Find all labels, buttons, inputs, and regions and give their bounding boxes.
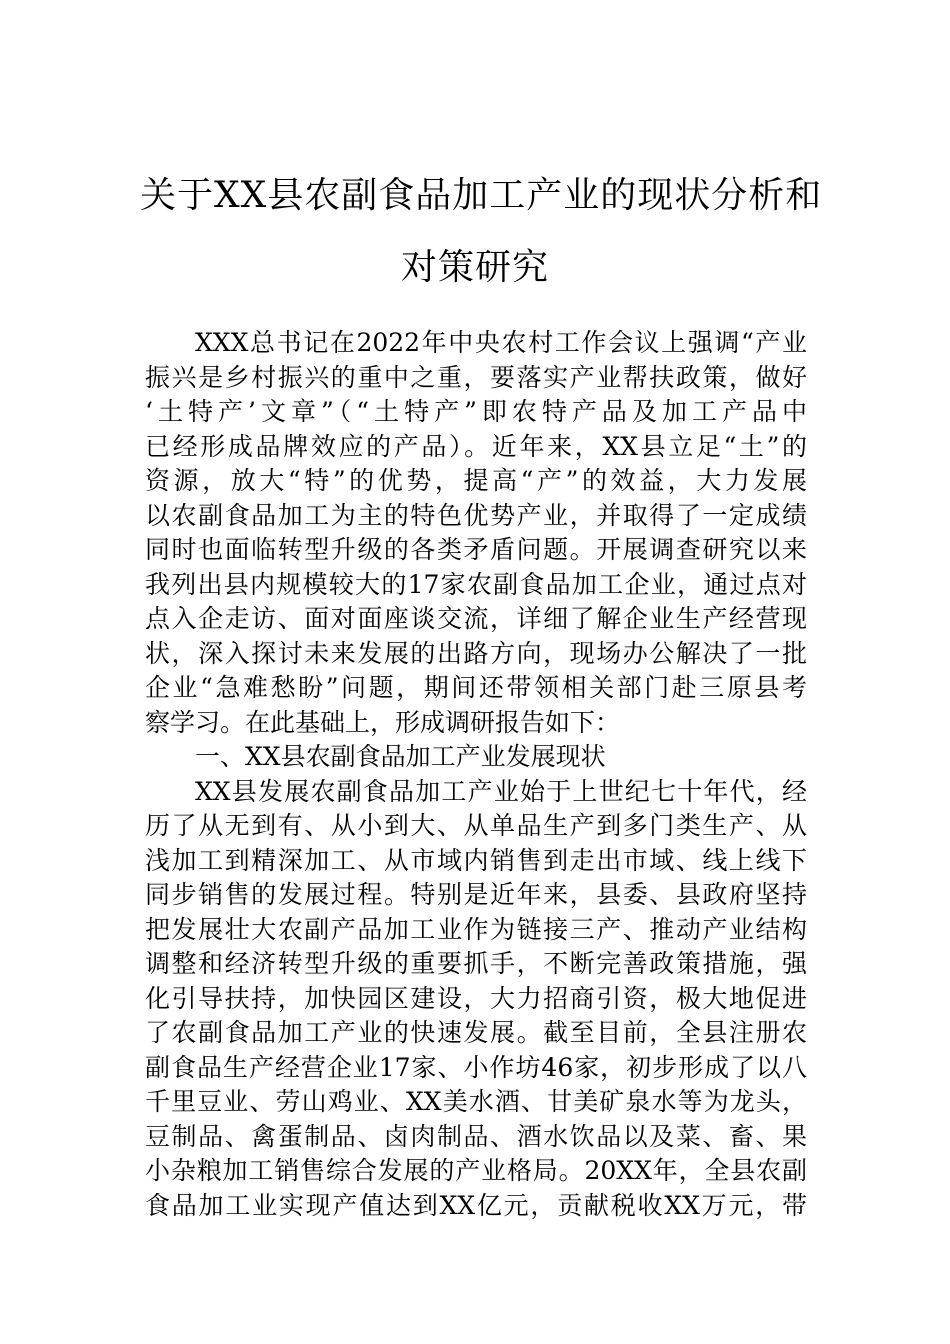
- paragraph-line: 历了从无到有、从小到大、从单品生产到多门类生产、从: [145, 811, 807, 840]
- paragraph-line: 调整和经济转型升级的重要抓手，不断完善政策措施，强: [145, 949, 807, 978]
- paragraph-line: 食品加工业实现产值达到XX亿元，贡献税收XX万元，带: [145, 1190, 807, 1220]
- paragraph-line: 状，深入探讨未来发展的出路方向，现场办公解决了一批: [145, 638, 807, 668]
- paragraph-line: 察学习。在此基础上，形成调研报告如下：: [145, 707, 621, 737]
- paragraph-line: 小杂粮加工销售综合发展的产业格局。20XX年，全县农副: [145, 1156, 807, 1185]
- paragraph-line: 同步销售的发展过程。特别是近年来，县委、县政府坚持: [145, 880, 807, 909]
- paragraph-line: 浅加工到精深加工、从市域内销售到走出市域、线上线下: [145, 845, 807, 875]
- title-line-1: 关于XX县农副食品加工产业的现状分析和: [140, 175, 823, 216]
- paragraph-line: XX县发展农副食品加工产业始于上世纪七十年代，经: [195, 776, 807, 806]
- paragraph-line: 振兴是乡村振兴的重中之重，要落实产业帮扶政策，做好: [145, 362, 807, 392]
- paragraph-line: 豆制品、禽蛋制品、卤肉制品、酒水饮品以及菜、畜、果: [145, 1121, 807, 1151]
- paragraph-line: 已经形成品牌效应的产品）。近年来，XX县立足“土”的: [145, 431, 807, 461]
- section-heading: 一、XX县农副食品加工产业发展现状: [195, 742, 606, 771]
- document-title: [140, 160, 823, 304]
- paragraph-line: 副食品生产经营企业17家、小作坊46家，初步形成了以八: [145, 1052, 807, 1082]
- paragraph-line: 以农副食品加工为主的特色优势产业，并取得了一定成绩: [145, 500, 807, 530]
- paragraph-line: XXX总书记在2022年中央农村工作会议上强调“产业: [195, 328, 807, 357]
- title-line-2: 对策研究: [400, 247, 549, 288]
- paragraph-line: 点入企走访、面对面座谈交流，详细了解企业生产经营现: [145, 604, 807, 633]
- paragraph-line: 我列出县内规模较大的17家农副食品加工企业，通过点对: [145, 569, 807, 599]
- paragraph-line: 企业“急难愁盼”问题，期间还带领相关部门赴三原县考: [145, 673, 807, 702]
- paragraph-line: 资源，放大“特”的优势，提高“产”的效益，大力发展: [145, 466, 807, 495]
- paragraph-line: 同时也面临转型升级的各类矛盾问题。开展调查研究以来: [145, 535, 807, 564]
- paragraph-line: ‘土特产’文章”（“土特产”即农特产品及加工产品中: [145, 397, 807, 426]
- document-body: [145, 326, 807, 1223]
- paragraph-line: 化引导扶持，加快园区建设，大力招商引资，极大地促进: [145, 983, 807, 1013]
- paragraph-line: 把发展壮大农副产品加工业作为链接三产、推动产业结构: [145, 914, 807, 944]
- paragraph-line: 千里豆业、劳山鸡业、XX美水酒、甘美矿泉水等为龙头，: [145, 1087, 807, 1116]
- paragraph-line: 了农副食品加工产业的快速发展。截至目前，全县注册农: [145, 1018, 807, 1047]
